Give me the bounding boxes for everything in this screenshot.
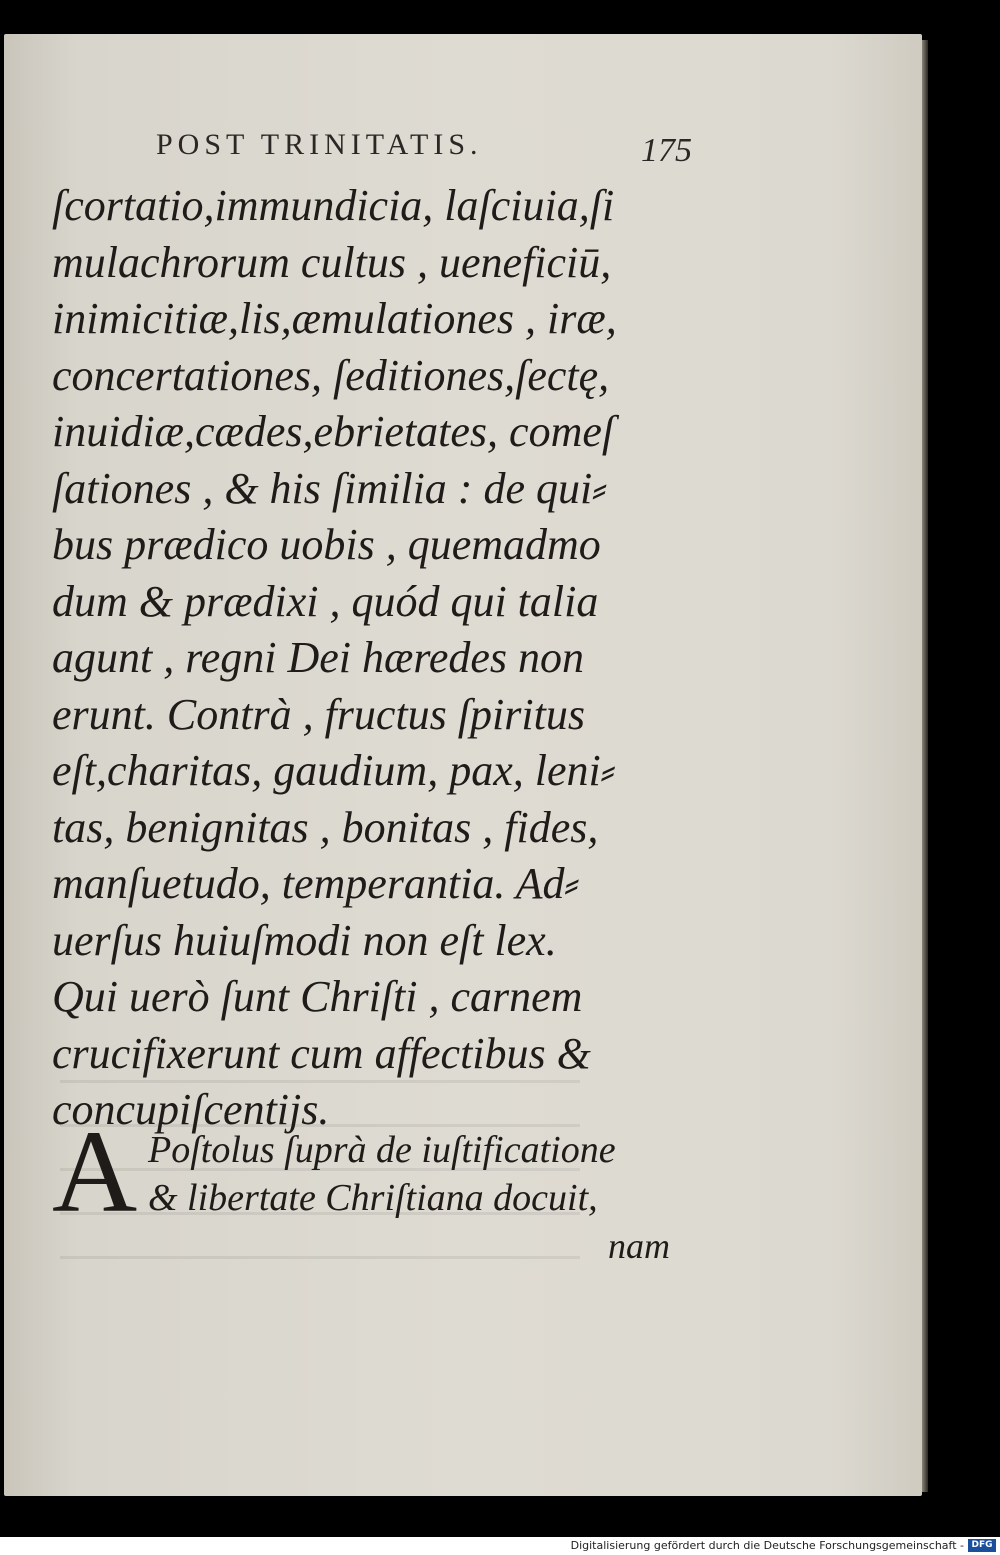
text-line: concupiſcentijs.	[52, 1085, 330, 1134]
text-line: eſt,charitas, gaudium, pax, leni⸗	[52, 746, 616, 795]
text-line: concertationes, ſeditiones,ſectę,	[52, 350, 610, 400]
page-edge	[922, 40, 928, 1492]
text-line: erunt. Contrà , fructus ſpiritus	[52, 689, 585, 739]
text-line: inuidiæ,cædes,ebrietates, comeſ	[52, 407, 615, 456]
dfg-logo-icon: DFG	[968, 1539, 996, 1552]
text-line: ſationes , & his ſimilia : de qui⸗	[52, 463, 607, 513]
text-line: bus prædico uobis , quemadmo	[52, 520, 601, 569]
footer-bar	[0, 1537, 1000, 1555]
catchword: nam	[608, 1226, 670, 1266]
text-line: dum & prædixi , quód qui talia	[52, 576, 599, 626]
text-line: Qui uerò ſunt Chriſti , carnem	[52, 972, 583, 1021]
text-line: & libertate Chriſtiana docuit,	[148, 1177, 598, 1219]
running-head: POST TRINITATIS.	[156, 128, 483, 161]
body-text	[52, 178, 672, 1139]
text-line: mulachrorum cultus , ueneficiū,	[52, 237, 612, 287]
text-line: agunt , regni Dei hæredes non	[52, 633, 585, 682]
text-line: uerſus huiuſmodi non eſt lex.	[52, 915, 557, 965]
text-line: manſuetudo, temperantia. Ad⸗	[52, 859, 580, 908]
text-line: ſcortatio,immundicia, laſciuia,ſi	[52, 181, 615, 230]
text-line: tas, benignitas , bonitas , fides,	[52, 802, 599, 852]
page-header	[156, 126, 696, 176]
page-number: 175	[641, 132, 692, 169]
text-line: Poſtolus ſuprà de iuſtificatione	[148, 1129, 616, 1171]
drop-cap: A	[52, 1106, 138, 1237]
text-line: inimicitiæ,lis,æmulationes , iræ,	[52, 294, 617, 343]
funding-credit: Digitalisierung gefördert durch die Deutsche Forschungsgemeinschaft -	[570, 1539, 964, 1552]
text-line: crucifixerunt cum affectibus &	[52, 1028, 591, 1078]
